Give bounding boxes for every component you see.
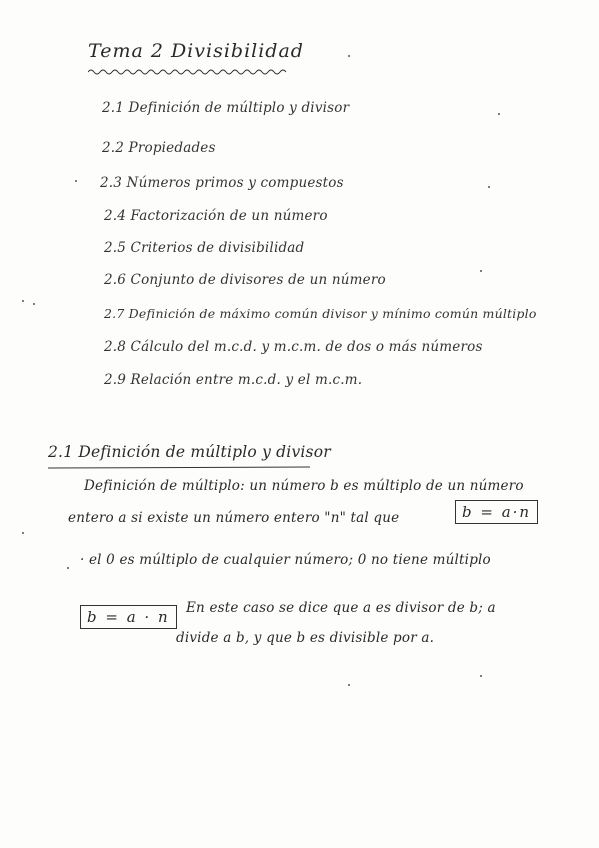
scan-speck: [348, 55, 350, 57]
scan-speck: [488, 186, 490, 188]
scan-speck: [480, 675, 482, 677]
section-underline: [48, 465, 313, 471]
toc-item-2-6: 2.6 Conjunto de divisores de un número: [104, 272, 386, 288]
formula-inline: [455, 500, 538, 524]
title-underline: [88, 68, 288, 76]
scan-speck: [480, 270, 482, 272]
page-title: [88, 40, 304, 62]
toc-item-2-1: 2.1 Definición de múltiplo y divisor: [102, 100, 350, 116]
divisor-note-line-2: divide a b, y que b es divisible por a.: [176, 630, 435, 646]
section-heading: [48, 443, 331, 461]
divisor-note-line-1: En este caso se dice que a es divisor de b; a: [186, 600, 496, 616]
zero-note-line: · el 0 es múltiplo de cualquier número; 0 no tiene múltiplo: [80, 552, 491, 568]
scan-speck: [33, 303, 35, 305]
formula-boxed: [80, 605, 177, 629]
scan-speck: [348, 684, 350, 686]
toc-item-2-9: 2.9 Relación entre m.c.d. y el m.c.m.: [104, 372, 363, 388]
formula-inline-box: b = a·n: [455, 500, 538, 524]
definition-line-2: entero a si existe un número entero "n" tal que: [68, 510, 400, 526]
scan-speck: [22, 300, 24, 302]
toc-item-2-8: 2.8 Cálculo del m.c.d. y m.c.m. de dos o más números: [104, 339, 483, 355]
toc-item-2-2: 2.2 Propiedades: [102, 140, 216, 156]
section-heading-text: 2.1 Definición de múltiplo y divisor: [48, 443, 331, 461]
toc-item-2-7: 2.7 Definición de máximo común divisor y mínimo común múltiplo: [104, 306, 537, 321]
page-title-text: Tema 2 Divisibilidad: [88, 40, 304, 62]
scan-speck: [67, 567, 69, 569]
toc-item-2-3: 2.3 Números primos y compuestos: [100, 175, 344, 191]
definition-line-1: Definición de múltiplo: un número b es múltiplo de un número: [84, 478, 524, 494]
scan-speck: [22, 532, 24, 534]
formula-boxed-text: b = a · n: [80, 605, 177, 629]
scan-speck: [75, 180, 77, 182]
scan-speck: [498, 113, 500, 115]
toc-item-2-5: 2.5 Criterios de divisibilidad: [104, 240, 305, 256]
toc-item-2-4: 2.4 Factorización de un número: [104, 208, 328, 224]
